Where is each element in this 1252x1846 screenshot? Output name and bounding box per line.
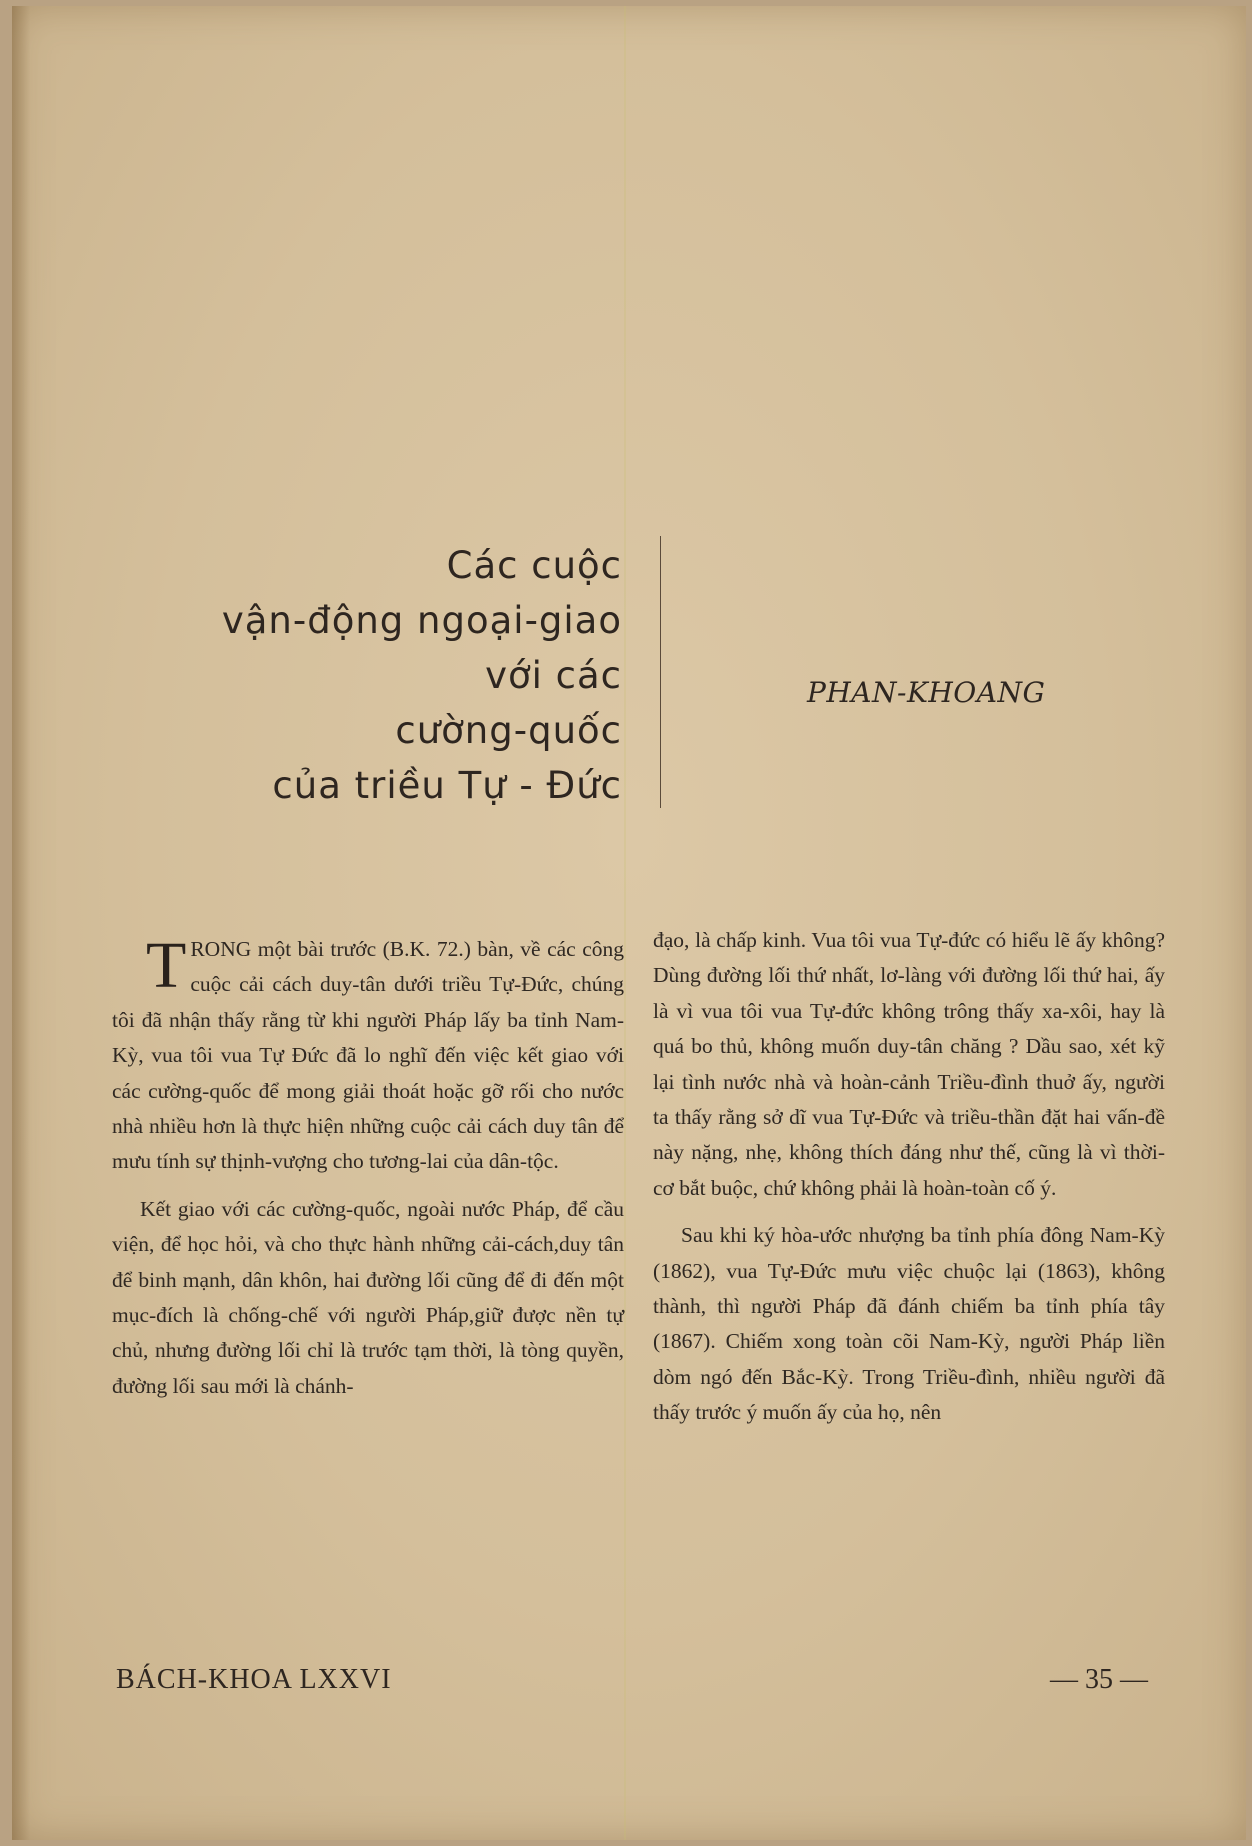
paragraph-2: Kết giao với các cường-quốc, ngoài nước Pháp, để cầu viện, để học hỏi, và cho thực hành những cải-cách,duy tân để binh mạnh, dân khôn, hai đường lối cũng để đi đến một mục-đích là chống-chế với người Pháp,giữ được nền tự chủ, nhưng đường lối chỉ là trước tạm thời, là tòng quyền, đường lối sau mới là chánh- [112, 1196, 624, 1398]
paragraph-3: đạo, là chấp kinh. Vua tôi vua Tự-đức có hiểu lẽ ấy không? Dùng đường lối thứ nhất, lơ-làng với đường lối thứ hai, ấy là vì vua tôi vua Tự-đức không trông thấy xa-xôi, hay là quá bo thủ, không muốn duy-tân chăng ? Dầu sao, xét kỹ lại tình nước nhà và hoàn-cảnh Triều-đình thuở ấy, người ta thấy rằng sở dĩ vua Tự-Đức và triều-thần đặt hai vấn-đề này nặng, nhẹ, không thích đáng như thế, cũng là vì thời-cơ bắt buộc, chứ không phải là hoàn-toàn cố ý. [653, 928, 1165, 1200]
title-line-5: của triều Tự - Đức [272, 764, 622, 807]
title-line-2: vận-động ngoại-giao [221, 599, 622, 642]
drop-cap: T [146, 929, 187, 1002]
footer-page-number: — 35 — [1050, 1664, 1148, 1695]
title-line-1: Các cuộc [446, 544, 622, 587]
page-fold-line [624, 6, 626, 1840]
article-author: PHAN-KHOANG [807, 676, 1046, 709]
magazine-page [12, 6, 1246, 1840]
title-divider [660, 536, 661, 808]
paragraph-4: Sau khi ký hòa-ước nhượng ba tỉnh phía đông Nam-Kỳ (1862), vua Tự-Đức mưu việc chuộc lại (1863), không thành, thì người Pháp đã đánh chiếm ba tỉnh phía tây (1867). Chiếm xong toàn cõi Nam-Kỳ, người Pháp liền dòm ngó đến Bắc-Kỳ. Trong Triều-đình, nhiều người đã thấy trước ý muốn ấy của họ, nên [653, 1223, 1165, 1425]
paragraph-1-text: RONG một bài trước (B.K. 72.) bàn, về các công cuộc cải cách duy-tân dưới triều Tự-Đức, chúng tôi đã nhận thấy rằng từ khi người Pháp lấy ba tỉnh Nam-Kỳ, vua tôi vua Tự Đức đã lo nghĩ đến việc kết giao với các cường-quốc để mong giải thoát hoặc gỡ rối cho nước nhà nhiều hơn là thực hiện những cuộc cải cách duy tân để mưu tính sự thịnh-vượng cho tương-lai của dân-tộc. [112, 937, 624, 1174]
page-edge-shadow [12, 6, 30, 1840]
left-column [112, 929, 624, 1404]
article-title [142, 538, 622, 813]
title-line-3: với các [485, 654, 622, 697]
paragraph-1 [112, 929, 624, 1180]
footer-publication: BÁCH-KHOA LXXVI [116, 1664, 392, 1695]
title-line-4: cường-quốc [395, 709, 622, 752]
right-column [653, 923, 1165, 1431]
